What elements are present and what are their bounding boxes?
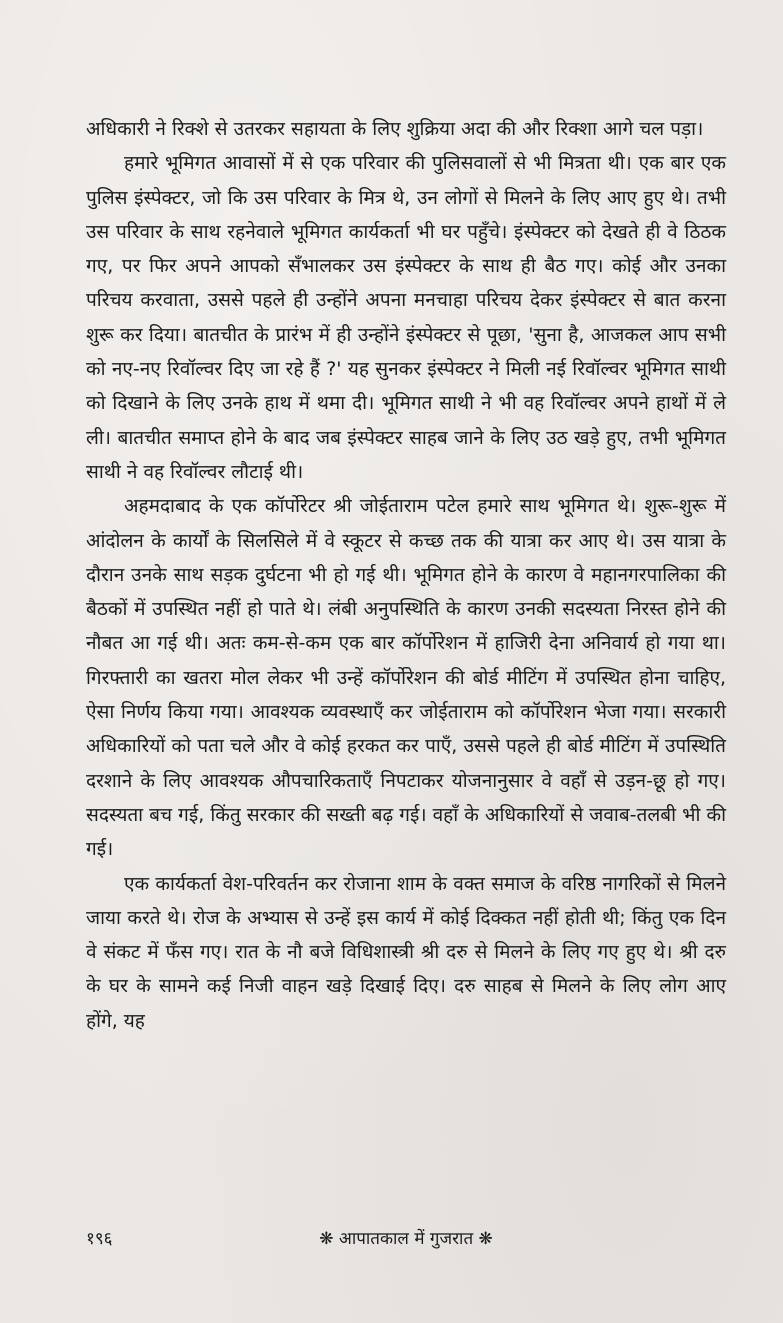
running-title: ❋ आपातकाल में गुजरात ❋ [319, 1229, 493, 1249]
paragraph-police-inspector: हमारे भूमिगत आवासों में से एक परिवार की पुलिसवालों से भी मित्रता थी। एक बार एक पुलिस इंस्पेक्टर, जो कि उस परिवार के मित्र थे, उन लोगों से मिलने के लिए आए हुए थे। तभी उस परिवार के साथ रहनेवाले भूमिगत कार्यकर्ता भी घर पहुँचे। इंस्पेक्टर को देखते ही वे ठिठक गए, पर फिर अपने आपको सँभालकर उस इंस्पेक्टर के साथ ही बैठ गए। कोई और उनका परिचय करवाता, उससे पहले ही उन्होंने अपना मनचाहा परिचय देकर इंस्पेक्टर से बात करना शुरू कर दिया। बातचीत के प्रारंभ में ही उन्होंने इंस्पेक्टर से पूछा, 'सुना है, आजकल आप सभी को नए-नए रिवॉल्वर दिए जा रहे हैं ?' यह सुनकर इंस्पेक्टर ने मिली नई रिवॉल्वर भूमिगत साथी को दिखाने के लिए उनके हाथ में थमा दी। भूमिगत साथी ने भी वह रिवॉल्वर अपने हाथों में ले ली। बातचीत समाप्त होने के बाद जब इंस्पेक्टर साहब जाने के लिए उठ खड़े हुए, तभी भूमिगत साथी ने वह रिवॉल्वर लौटाई थी। [86, 152, 726, 483]
page-number: १९६ [86, 1229, 113, 1249]
page-body [86, 112, 726, 1038]
paragraph-disguised-worker: एक कार्यकर्ता वेश-परिवर्तन कर रोजाना शाम के वक्त समाज के वरिष्ठ नागरिकों से मिलने जाया करते थे। रोज के अभ्यास से उन्हें इस कार्य में कोई दिक्कत नहीं होती थी; किंतु एक दिन वे संकट में फँस गए। रात के नौ बजे विधिशास्त्री श्री दरु से मिलने के लिए गए हुए थे। श्री दरु के घर के सामने कई निजी वाहन खड़े दिखाई दिए। दरु साहब से मिलने के लिए लोग आए होंगे, यह [86, 872, 726, 1032]
page-footer [86, 1226, 726, 1256]
paragraph-corporator: अहमदाबाद के एक कॉर्पोरेटर श्री जोईताराम पटेल हमारे साथ भूमिगत थे। शुरू-शुरू में आंदोलन के कार्यों के सिलसिले में वे स्कूटर से कच्छ तक की यात्रा कर आए थे। उस यात्रा के दौरान उनके साथ सड़क दुर्घटना भी हो गई थी। भूमिगत होने के कारण वे महानगरपालिका की बैठकों में उपस्थित नहीं हो पाते थे। लंबी अनुपस्थिति के कारण उनकी सदस्यता निरस्त होने की नौबत आ गई थी। अतः कम-से-कम एक बार कॉर्पोरेशन में हाजिरी देना अनिवार्य हो गया था। गिरफ्तारी का खतरा मोल लेकर भी उन्हें कॉर्पोरेशन की बोर्ड मीटिंग में उपस्थित होना चाहिए, ऐसा निर्णय किया गया। आवश्यक व्यवस्थाएँ कर जोईताराम को कॉर्पोरेशन भेजा गया। सरकारी अधिकारियों को पता चले और वे कोई हरकत कर पाएँ, उससे पहले ही बोर्ड मीटिंग में उपस्थिति दरशाने के लिए आवश्यक औपचारिकताएँ निपटाकर योजनानुसार वे वहाँ से उड़न-छू हो गए। सदस्यता बच गई, किंतु सरकार की सख्ती बढ़ गई। वहाँ के अधिकारियों से जवाब-तलबी भी की गई। [86, 495, 726, 861]
paragraph-continuation: अधिकारी ने रिक्शे से उतरकर सहायता के लिए शुक्रिया अदा की और रिक्शा आगे चल पड़ा। [86, 118, 704, 140]
